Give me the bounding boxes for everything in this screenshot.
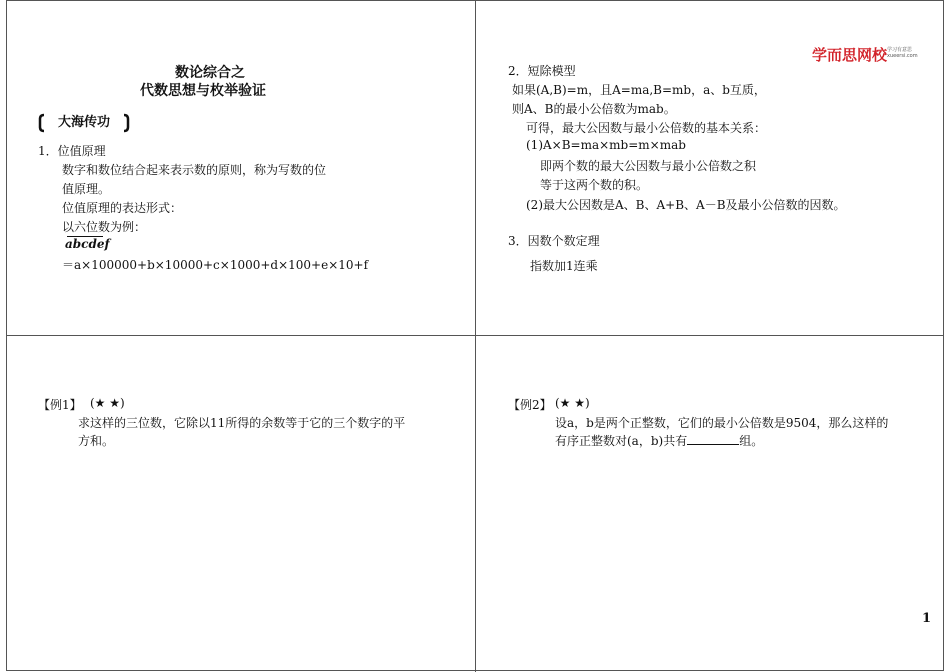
item2-line2: 则A、B的最小公倍数为mab。	[512, 102, 676, 116]
example2-label: 【例2】	[508, 398, 552, 412]
example1-stars: (★ ★)	[90, 396, 125, 410]
item3-line1: 指数加1连乘	[530, 259, 598, 273]
logo-url-text: xueersi.com	[887, 53, 918, 59]
item1-heading: 1．位值原理	[38, 144, 106, 158]
example1-text-line1: 求这样的三位数，它除以11所得的余数等于它的三个数字的平	[78, 416, 406, 430]
item2-line4: (1)A×B=ma×mb=m×mab	[526, 138, 686, 152]
item1-line2: 值原理。	[62, 182, 111, 196]
example2-stars: (★ ★)	[555, 396, 590, 410]
example1-text-line2: 方和。	[78, 434, 115, 448]
item2-line5: 即两个数的最大公因数与最小公倍数之积	[540, 159, 757, 173]
vertical-divider	[475, 0, 476, 672]
banner-badge	[38, 113, 130, 133]
slide1-title-line2: 代数思想与枚举验证	[140, 83, 266, 99]
item2-line3: 可得，最大公因数与最小公倍数的基本关系：	[526, 121, 767, 135]
logo-sub-text: 学习有意思	[887, 47, 913, 53]
example2-text-line2-start: 有序正整数对(a，b)共有	[555, 434, 688, 448]
item2-line7: (2)最大公因数是A、B、A+B、A－B及最小公倍数的因数。	[526, 198, 846, 212]
horizontal-divider	[6, 335, 944, 336]
logo-main-text: 学而思网校	[812, 46, 888, 64]
answer-blank	[687, 433, 739, 445]
item1-line1: 数字和数位结合起来表示数的原则，称为写数的位	[62, 163, 327, 177]
item1-line4: 以六位数为例：	[62, 220, 147, 234]
logo	[812, 44, 924, 68]
page-number: 1	[922, 611, 932, 626]
item3-heading: 3．因数个数定理	[508, 234, 600, 248]
item1-line3: 位值原理的表达形式：	[62, 201, 183, 215]
example2-text-line2	[555, 432, 763, 449]
item1-formula: ＝a×100000+b×10000+c×1000+d×100+e×10+f	[62, 258, 369, 272]
item2-line6: 等于这两个数的积。	[540, 178, 649, 192]
banner-label: 大海传功	[57, 115, 110, 130]
item2-line1: 如果(A,B)=m，且A=ma,B=mb，a、b互质，	[512, 83, 766, 97]
example2-text-line2-end: 组。	[739, 434, 764, 448]
item1-number: abcdef	[65, 237, 110, 251]
example2-text-line1: 设a，b是两个正整数，它们的最小公倍数是9504，那么这样的	[555, 416, 889, 430]
item2-heading: 2．短除模型	[508, 64, 576, 78]
slide1-title-line1: 数论综合之	[175, 65, 245, 81]
example1-label: 【例1】	[38, 398, 82, 412]
